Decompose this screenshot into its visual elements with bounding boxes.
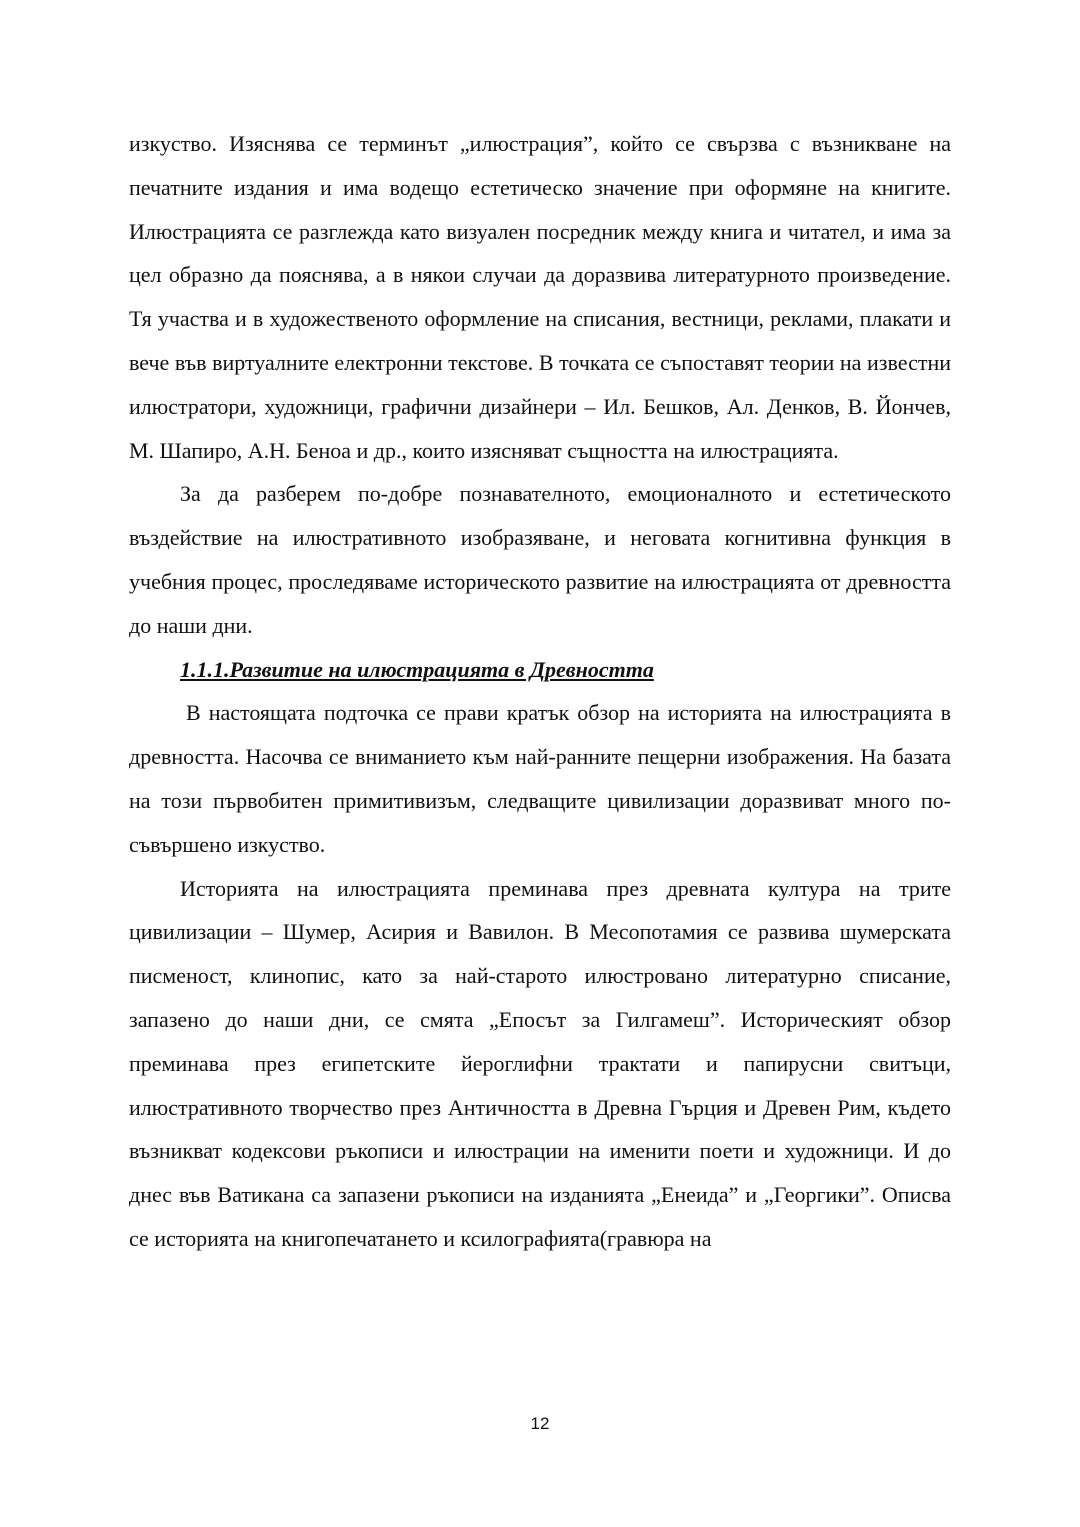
page-number: 12: [530, 1414, 550, 1433]
paragraph-ancient-civilizations: Историята на илюстрацията преминава през древната култура на трите цивилизации – Шумер, Асирия и Вавилон. В Месопотамия се развива шумерската писменост, клинопис, като за най-старото илюстровано литературно списание, запазено до наши дни, се смята „Епосът за Гилгамеш”. Историческият обзор преминава през египетските йероглифни трактати и папирусни свитъци, илюстративното творчество през Античността в Древна Гърция и Древен Рим, където възникват кодексови ръкописи и илюстрации на именити поети и художници. И до днес във Ватикана са запазени ръкописи на изданията „Енеида” и „Георгики”. Описва се историята на книгопечатането и ксилографията(гравюра на: [129, 875, 951, 1251]
page-body: [129, 122, 951, 1261]
paragraph-intro-continuation: изкуство. Изяснява се терминът „илюстрация”, който се свързва с възникване на печатните издания и има водещо естетическо значение при оформяне на книгите. Илюстрацията се разглежда като визуален посредник между книга и читател, и има за цел образно да пояснява, а в някои случаи да доразвива литературното произведение. Тя участва и в художественото оформление на списания, вестници, реклами, плакати и вече във виртуалните електронни текстове. В точката се съпоставят теории на известни илюстратори, художници, графични дизайнери – Ил. Бешков, Ал. Денков, В. Йончев, М. Шапиро, А.Н. Беноа и др., които изясняват същността на илюстрацията.: [129, 131, 951, 463]
paragraph-subsection-overview: В настоящата подточка се прави кратък обзор на историята на илюстрацията в древността. Насочва се вниманието към най-ранните пещерни изображения. На базата на този първобитен примитивизъм, следващите цивилизации доразвиват много по-съвършено изкуство.: [129, 700, 951, 857]
paragraph-historical-development: За да разберем по-добре познавателното, емоционалното и естетическото въздействие на илюстративното изобразяване, и неговата когнитивна функция в учебния процес, проследяваме историческото развитие на илюстрацията от древността до наши дни.: [129, 481, 951, 638]
section-heading: 1.1.1.Развитие на илюстрацията в Древността: [180, 656, 654, 682]
